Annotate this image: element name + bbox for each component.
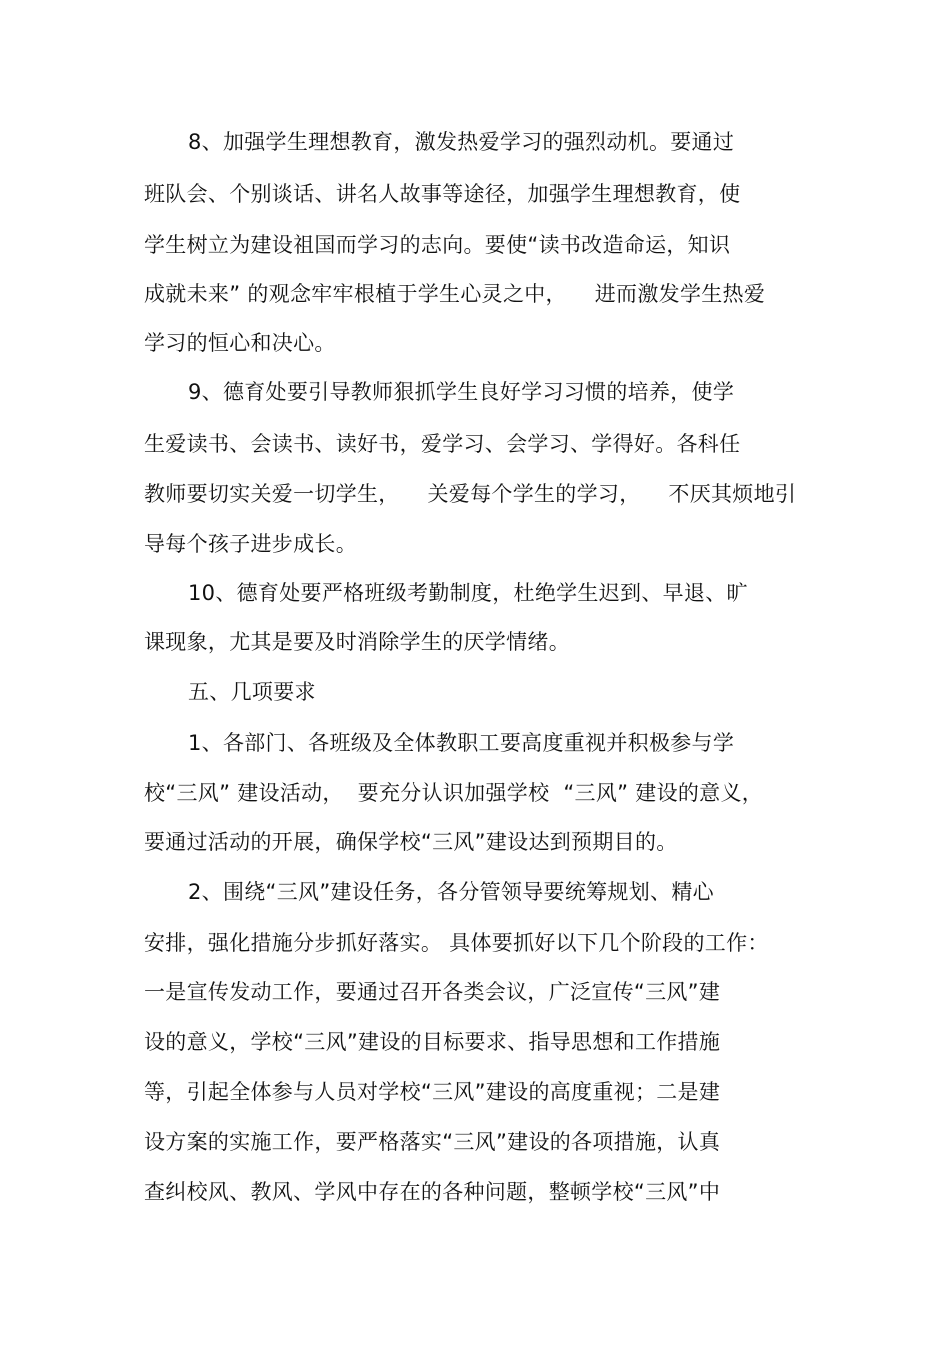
text-line: 班队会、个别谈话、讲名人故事等途径，加强学生理想教育，使: [144, 182, 741, 206]
text-line: 设方案的实施工作，要严格落实“三风”建设的各项措施，认真: [144, 1130, 721, 1154]
text-line: 10、德育处要严格班级考勤制度，杜绝学生迟到、早退、旷: [188, 581, 748, 605]
text-line: 9、德育处要引导教师狠抓学生良好学习习惯的培养，使学: [188, 380, 735, 404]
text-line: 设的意义，学校“三风”建设的目标要求、指导思想和工作措施: [144, 1030, 721, 1054]
text-line: 要通过活动的开展，确保学校“三风”建设达到预期目的。: [144, 830, 678, 854]
text-line: 学习的恒心和决心。: [144, 331, 336, 355]
text-line: 查纠校风、教风、学风中存在的各种问题，整顿学校“三风”中: [144, 1180, 721, 1204]
text-line: 课现象，尤其是要及时消除学生的厌学情绪。: [144, 630, 570, 654]
text-line: 2、围绕“三风”建设任务，各分管领导要统筹规划、精心: [188, 880, 714, 904]
section-heading: 五、几项要求: [188, 680, 316, 704]
text-line: 一是宣传发动工作，要通过召开各类会议，广泛宣传“三风”建: [144, 980, 721, 1004]
text-line: 等，引起全体参与人员对学校“三风”建设的高度重视；二是建: [144, 1080, 721, 1104]
text-line: 导每个孩子进步成长。: [144, 532, 357, 556]
text-line: 安排，强化措施分步抓好落实。 具体要抓好以下几个阶段的工作：: [144, 931, 769, 955]
text-line: 成就未来” 的观念牢牢根植于学生心灵之中， 进而激发学生热爱: [144, 282, 766, 306]
text-line: 8、加强学生理想教育，激发热爱学习的强烈动机。要通过: [188, 130, 735, 154]
text-line: 教师要切实关爱一切学生， 关爱每个学生的学习， 不厌其烦地引: [144, 482, 797, 506]
text-line: 1、各部门、各班级及全体教职工要高度重视并积极参与学: [188, 731, 735, 755]
text-line: 生爱读书、会读书、读好书，爱学习、会学习、学得好。各科任: [144, 432, 741, 456]
text-line: 校“三风” 建设活动， 要充分认识加强学校 “三风” 建设的意义，: [144, 781, 764, 805]
text-line: 学生树立为建设祖国而学习的志向。要使“读书改造命运，知识: [144, 233, 731, 257]
